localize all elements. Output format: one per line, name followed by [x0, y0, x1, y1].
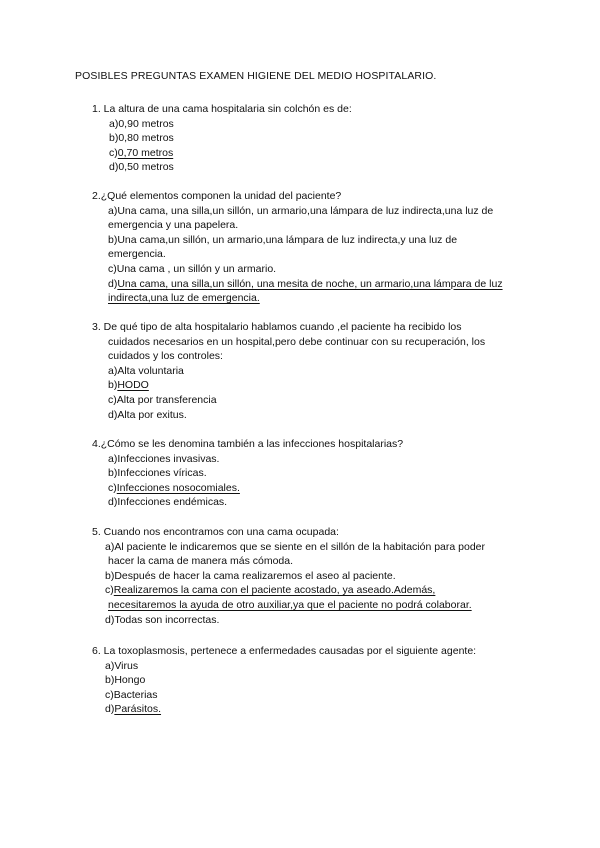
- option-b: b)Infecciones víricas.: [108, 467, 207, 480]
- option-c: c)Bacterias: [105, 688, 158, 701]
- question-stem: 2.¿Qué elementos componen la unidad del paciente?: [92, 190, 342, 202]
- correct-answer: Realizaremos la cama con el paciente acostado, ya aseado.Además,: [113, 584, 436, 597]
- correct-answer-continued: indirecta,una luz de emergencia.: [108, 292, 260, 305]
- option-b: b)HODO: [108, 379, 149, 392]
- question-stem: 1. La altura de una cama hospitalaria sin colchón es de:: [92, 103, 352, 115]
- question-5: [92, 525, 485, 627]
- correct-answer: Parásitos.: [114, 703, 162, 716]
- question-stem: 4.¿Cómo se les denomina también a las infecciones hospitalarias?: [92, 438, 404, 450]
- correct-answer: HODO: [117, 379, 149, 392]
- option-c: c)Una cama , un sillón y un armario.: [108, 262, 277, 275]
- question-4: [92, 437, 403, 510]
- option-c: c)Realizaremos la cama con el paciente acostado, ya aseado.Además, necesitaremos la ayuda de otro auxiliar,ya que el paciente no podrá colaborar.: [105, 584, 472, 611]
- question-3: [92, 320, 485, 422]
- option-d: d)Una cama, una silla,un sillón, una mesita de noche, un armario,una lámpara de luz indirecta,una luz de emergencia.: [108, 277, 503, 305]
- question-stem: 3. De qué tipo de alta hospitalario hablamos cuando ,el paciente ha recibido los: [92, 321, 462, 333]
- question-stem-line: cuidados necesarios en un hospital,pero debe continuar con su recuperación, los: [108, 335, 486, 348]
- question-6: [92, 644, 476, 717]
- option-b: b)Una cama,un sillón, un armario,una lámpara de luz indirecta,y una luz de emergencia.: [108, 233, 458, 261]
- correct-answer: 0,70 metros: [117, 146, 174, 159]
- option-b: b)Después de hacer la cama realizaremos el aseo al paciente.: [105, 569, 396, 582]
- page-title: POSIBLES PREGUNTAS EXAMEN HIGIENE DEL MEDIO HOSPITALARIO.: [75, 70, 437, 82]
- option-d: d)Parásitos.: [105, 703, 162, 716]
- option-a: a)Infecciones invasivas.: [108, 452, 220, 465]
- option-a: a)Una cama, una silla,un sillón, un armario,una lámpara de luz indirecta,una luz de emergencia y una papelera.: [108, 204, 494, 232]
- option-b: b)Hongo: [105, 674, 146, 687]
- correct-answer-continued: necesitaremos la ayuda de otro auxiliar,ya que el paciente no podrá colaborar.: [108, 598, 472, 611]
- option-a: a)Virus: [105, 659, 139, 672]
- question-stem: 5. Cuando nos encontramos con una cama ocupada:: [92, 526, 339, 538]
- question-stem-line: cuidados y los controles:: [108, 350, 223, 363]
- option-d: d)Alta por exitus.: [108, 408, 187, 421]
- option-d: d)Infecciones endémicas.: [108, 496, 228, 509]
- option-c: c)0,70 metros: [109, 146, 174, 159]
- option-d: d)Todas son incorrectas.: [105, 613, 220, 626]
- option-d: d)0,50 metros: [109, 161, 174, 174]
- correct-answer: Una cama, una silla,un sillón, una mesita de noche, un armario,una lámpara de luz: [117, 277, 503, 290]
- question-1: [92, 102, 352, 175]
- option-a: a)0,90 metros: [109, 117, 174, 130]
- question-stem: 6. La toxoplasmosis, pertenece a enfermedades causadas por el siguiente agente:: [92, 645, 477, 657]
- option-b: b)0,80 metros: [109, 132, 174, 145]
- option-c: c)Infecciones nosocomiales.: [108, 481, 240, 494]
- option-a: a)Al paciente le indicaremos que se siente en el sillón de la habitación para poder hacer la cama de manera más cómoda.: [105, 540, 485, 568]
- question-2: [92, 189, 503, 306]
- correct-answer: Infecciones nosocomiales.: [116, 481, 240, 494]
- option-c: c)Alta por transferencia: [108, 393, 217, 406]
- option-a: a)Alta voluntaria: [108, 364, 184, 377]
